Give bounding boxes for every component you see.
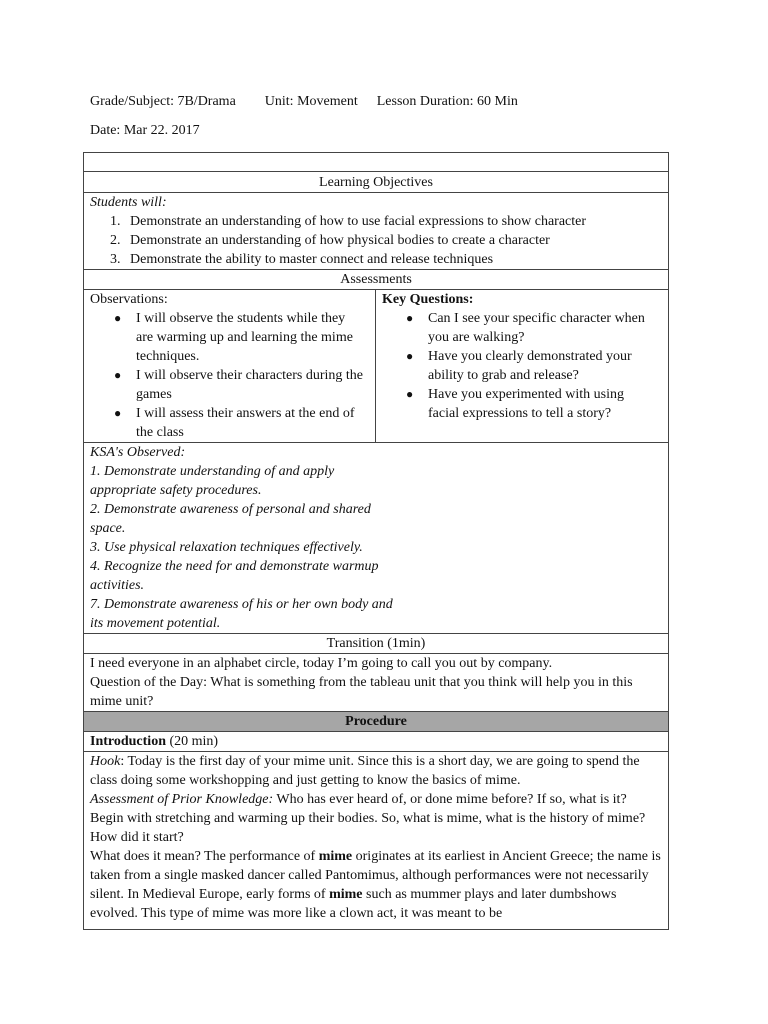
grade-subject: Grade/Subject: 7B/Drama — [90, 94, 236, 109]
list-item: 1. Demonstrate an understanding of how to use facial expressions to show character — [110, 214, 587, 229]
introduction-title: Introduction — [90, 734, 166, 749]
list-item: ● Have you experimented with using facial expressions to tell a story? — [406, 387, 624, 421]
empty-row — [84, 153, 668, 172]
objectives-list — [84, 212, 668, 269]
transition-heading: Transition (1min) — [84, 634, 668, 654]
ksa-item: 7. Demonstrate awareness of his or her own body and its movement potential. — [90, 597, 393, 631]
objectives-intro: Students will: — [90, 195, 167, 210]
bullet-icon: ● — [406, 349, 414, 363]
list-item: 2. Demonstrate an understanding of how physical bodies to create a character — [110, 233, 550, 248]
key-questions-title: Key Questions: — [382, 292, 474, 307]
ksa-item: 4. Recognize the need for and demonstrate warmup activities. — [90, 559, 379, 593]
objectives-section — [84, 193, 668, 270]
lesson-plan-table — [83, 152, 669, 930]
hook-paragraph: Hook: Today is the first day of your mime unit. Since this is a short day, we are going to spend the class doing some workshopping and just getting to know the basics of mime. — [90, 754, 640, 788]
list-item: 3. Demonstrate the ability to master connect and release techniques — [110, 252, 494, 267]
bullet-icon: ● — [406, 387, 414, 401]
header-line — [90, 94, 518, 110]
prior-knowledge-paragraph: Assessment of Prior Knowledge: Who has ever heard of, or done mime before? If so, what is it? — [90, 792, 627, 807]
objectives-heading: Learning Objectives — [84, 172, 668, 193]
question-of-day: Question of the Day: What is something from the tableau unit that you think will help you in this mime unit? — [90, 675, 633, 709]
introduction-heading — [84, 732, 668, 752]
list-item: ● Can I see your specific character when you are walking? — [406, 311, 645, 345]
ksa-item: 2. Demonstrate awareness of personal and shared space. — [90, 502, 371, 536]
observations-list — [90, 309, 369, 442]
list-item: ● Have you clearly demonstrated your ability to grab and release? — [406, 349, 632, 383]
observations-title: Observations: — [90, 292, 168, 307]
transition-section — [84, 654, 668, 712]
bullet-icon: ● — [114, 368, 122, 382]
ksa-section — [84, 443, 668, 634]
bullet-icon: ● — [406, 311, 414, 325]
key-questions-list — [382, 309, 662, 423]
observations-column — [84, 290, 376, 442]
introduction-time: (20 min) — [169, 734, 219, 749]
mime-history-paragraph: What does it mean? The performance of mime originates at its earliest in Ancient Greece; the name is taken from a single masked dancer called Pantomimus, although performances were not necessarily silent. In Medieval Europe, early forms of mime such as mummer plays and later dumbshows evolved. This type of mime was more like a clown act, it was meant to be — [90, 849, 661, 921]
procedure-heading: Procedure — [84, 712, 668, 732]
introduction-body — [84, 752, 668, 923]
stretch-paragraph: Begin with stretching and warming up their bodies. So, what is mime, what is the history of mime? How did it start? — [90, 811, 646, 845]
list-item: ● I will observe the students while they are warming up and learning the mime techniques. — [114, 311, 353, 364]
transition-line: I need everyone in an alphabet circle, today I’m going to call you out by company. — [90, 656, 553, 671]
bullet-icon: ● — [114, 311, 122, 325]
bullet-icon: ● — [114, 406, 122, 420]
key-questions-column — [376, 290, 668, 442]
assessments-heading: Assessments — [84, 270, 668, 290]
ksa-item: 1. Demonstrate understanding of and apply appropriate safety procedures. — [90, 464, 335, 498]
list-item: ● I will observe their characters during the games — [114, 368, 364, 402]
assessments-section — [84, 290, 668, 443]
unit: Unit: Movement — [264, 94, 358, 109]
ksa-item: 3. Use physical relaxation techniques effectively. — [90, 540, 363, 555]
ksa-title: KSA's Observed: — [90, 445, 186, 460]
list-item: ● I will assess their answers at the end of the class — [114, 406, 355, 440]
date: Date: Mar 22. 2017 — [90, 123, 200, 138]
lesson-duration: Lesson Duration: 60 Min — [376, 94, 518, 109]
